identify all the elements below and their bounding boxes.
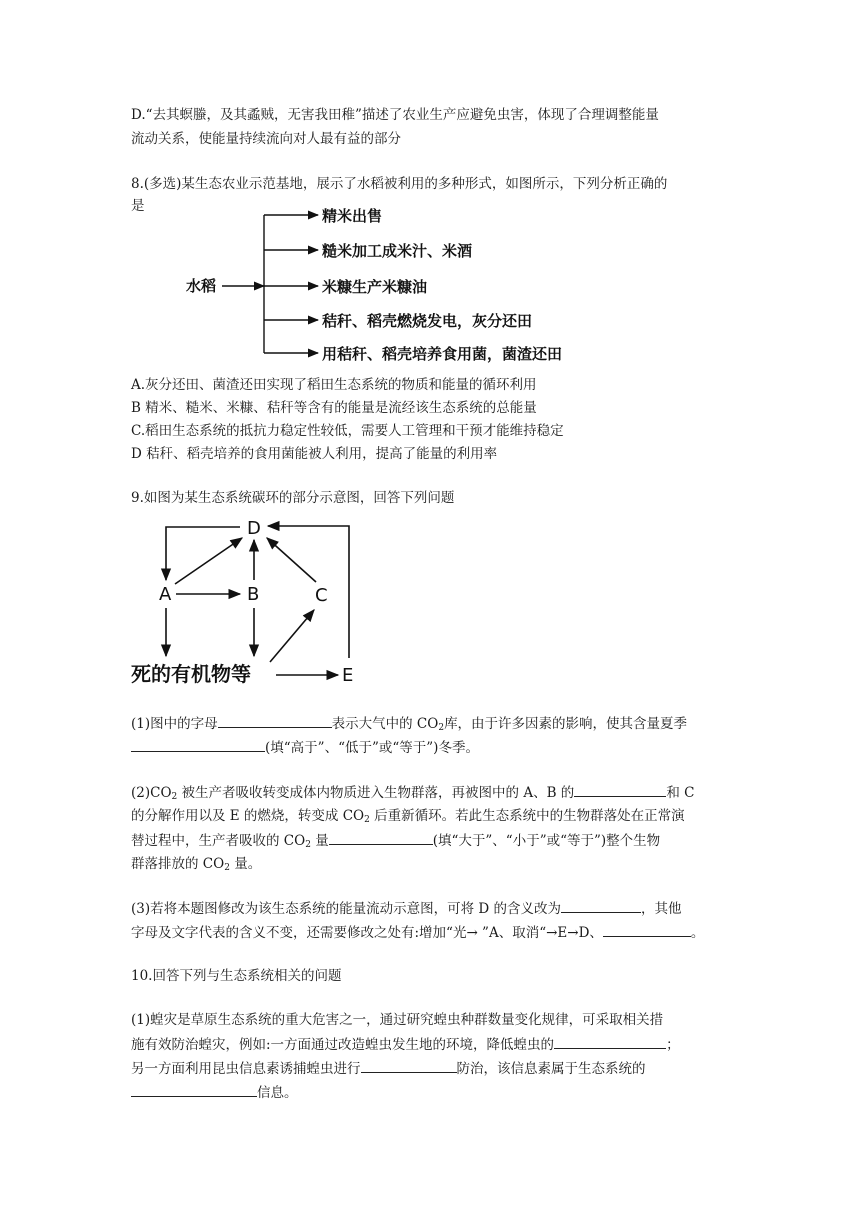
q9-stem: 9.如图为某生态系统碳环的部分示意图，回答下列问题	[131, 490, 455, 506]
q10-part1-text-b: 施有效防治蝗灾，例如:一方面通过改造蝗虫发生地的环境，降低蝗虫的	[131, 1037, 555, 1053]
q9-part2-text-g: 量	[310, 833, 329, 849]
q10-part1-text-e: 防治，该信息素属于生态系统的	[456, 1061, 646, 1077]
branch-label-3: 米糠生产米糠油	[322, 278, 428, 296]
q9-part3-blank2[interactable]	[603, 922, 691, 937]
q7-option-d-line2: 流动关系，使能量持续流向对人最有益的部分	[131, 131, 401, 147]
q9-part2-blank2[interactable]	[329, 830, 433, 845]
q9-part2-text-d: 的分解作用以及 E 的燃烧，转变成 CO	[131, 808, 365, 824]
node-a: A	[159, 584, 172, 605]
q9-part1-text-b: 表示大气中的 CO	[331, 716, 439, 732]
co2-subscript: 2	[364, 815, 370, 825]
q9-part3-text-a: (3)若将本题图修改为该生态系统的能量流动示意图，可将 D 的含义改为	[131, 901, 562, 917]
q10-part1-line4	[131, 1082, 298, 1103]
q10-part1-text-c: ；	[666, 1037, 680, 1053]
q9-part1-text-a: (1)图中的字母	[131, 716, 218, 732]
branch-label-4: 秸秆、稻壳燃烧发电，灰分还田	[322, 312, 533, 330]
arrow-a-to-d	[175, 538, 242, 584]
q8-option-b: B 精米、糙米、米糠、秸秆等含有的能量是流经该生态系统的总能量	[131, 400, 537, 416]
branch-label-2: 糙米加工成米汁、米酒	[322, 242, 473, 260]
rice-utilization-diagram	[0, 0, 860, 380]
q9-part1-text-c: 库，由于许多因素的影响，使其含量夏季	[444, 716, 688, 732]
co2-subscript: 2	[224, 863, 230, 873]
q9-part2-line4	[131, 854, 261, 874]
q10-part1-text-d: 另一方面利用昆虫信息素诱捕蝗虫进行	[131, 1061, 361, 1077]
q9-part2-text-f: 替过程中，生产者吸收的 CO	[131, 833, 306, 849]
q9-part2-text-b: 被生产者吸收转变成体内物质进入生物群落，再被图中的 A、B 的	[177, 785, 575, 801]
q9-part3-line2	[131, 922, 704, 943]
q8-option-d: D 秸秆、稻壳培养的食用菌能被人利用，提高了能量的利用率	[131, 446, 498, 462]
q9-part2-text-j: 量。	[229, 856, 262, 872]
arrow-dead-to-c	[270, 610, 314, 662]
q9-part1-text-d: (填“高于”、“低于”或“等于”)冬季。	[265, 740, 479, 756]
q9-part1-line2	[131, 737, 479, 758]
rice-label: 水稻	[186, 277, 217, 295]
q9-part2-line1	[131, 782, 694, 803]
arrow-e-to-d	[268, 526, 349, 658]
q10-part1-line2	[131, 1034, 680, 1055]
q9-part3-line1	[131, 898, 682, 919]
q9-part2-text-a: (2)CO	[131, 785, 172, 801]
q9-part1-blank2[interactable]	[131, 737, 265, 752]
node-c: C	[315, 585, 328, 606]
branch-label-1: 精米出售	[322, 207, 383, 225]
q8-option-c: C.稻田生态系统的抵抗力稳定性较低，需要人工管理和干预才能维持稳定	[131, 423, 564, 439]
q10-part1-blank1[interactable]	[554, 1034, 666, 1049]
q8-stem-line2: 是	[131, 198, 145, 214]
q9-part2-text-h: (填“大于”、“小于”或“等于”)整个生物	[432, 833, 661, 849]
co2-subscript: 2	[171, 792, 178, 802]
node-d: D	[247, 518, 261, 539]
branch-label-5: 用秸秆、稻壳培养食用菌，菌渣还田	[322, 345, 563, 363]
arrow-c-to-d	[267, 538, 316, 582]
q9-part3-text-b: ，其他	[641, 901, 682, 917]
q9-part2-line3	[131, 830, 660, 851]
q9-part2-blank1[interactable]	[574, 782, 666, 797]
carbon-cycle-diagram	[0, 500, 860, 700]
q9-part2-text-c: 和 C	[666, 785, 695, 801]
q9-part3-blank1[interactable]	[561, 898, 641, 913]
node-e: E	[342, 665, 354, 686]
q9-part3-text-c: 字母及文字代表的含义不变，还需要修改之处有:增加“光→ ”A、取消“→E→D、	[131, 925, 603, 941]
node-dead-organic-matter: 死的有机物等	[131, 662, 251, 686]
q8-option-a: A.灰分还田、菌渣还田实现了稻田生态系统的物质和能量的循环利用	[131, 377, 537, 393]
node-b: B	[247, 584, 260, 605]
q10-part1-line3	[131, 1058, 646, 1079]
q9-part1-blank1[interactable]	[218, 713, 332, 728]
q7-option-d-line1: D.“去其螟螣，及其蟊贼，无害我田稚”描述了农业生产应避免虫害，体现了合理调整能量	[131, 107, 659, 123]
q9-part2-text-e: 后重新循环。若此生态系统中的生物群落处在正常演	[369, 808, 685, 824]
q8-stem-line1: 8.(多选)某生态农业示范基地，展示了水稻被利用的多种形式，如图所示，下列分析正确的	[131, 176, 668, 192]
co2-subscript: 2	[438, 723, 445, 733]
q10-part1-text-f: 信息。	[257, 1085, 298, 1101]
arrow-d-to-a	[166, 527, 240, 580]
q9-part2-line2	[131, 806, 685, 826]
q9-part2-text-i: 群落排放的 CO	[131, 856, 225, 872]
q9-part1-line1	[131, 713, 687, 734]
q10-part1-blank3[interactable]	[131, 1082, 257, 1097]
q10-stem: 10.回答下列与生态系统相关的问题	[131, 968, 342, 984]
q9-part3-text-d: 。	[690, 925, 705, 941]
q10-part1-line1: (1)蝗灾是草原生态系统的重大危害之一，通过研究蝗虫种群数量变化规律，可采取相关措	[131, 1012, 664, 1028]
co2-subscript: 2	[305, 840, 311, 850]
q10-part1-blank2[interactable]	[361, 1058, 457, 1073]
